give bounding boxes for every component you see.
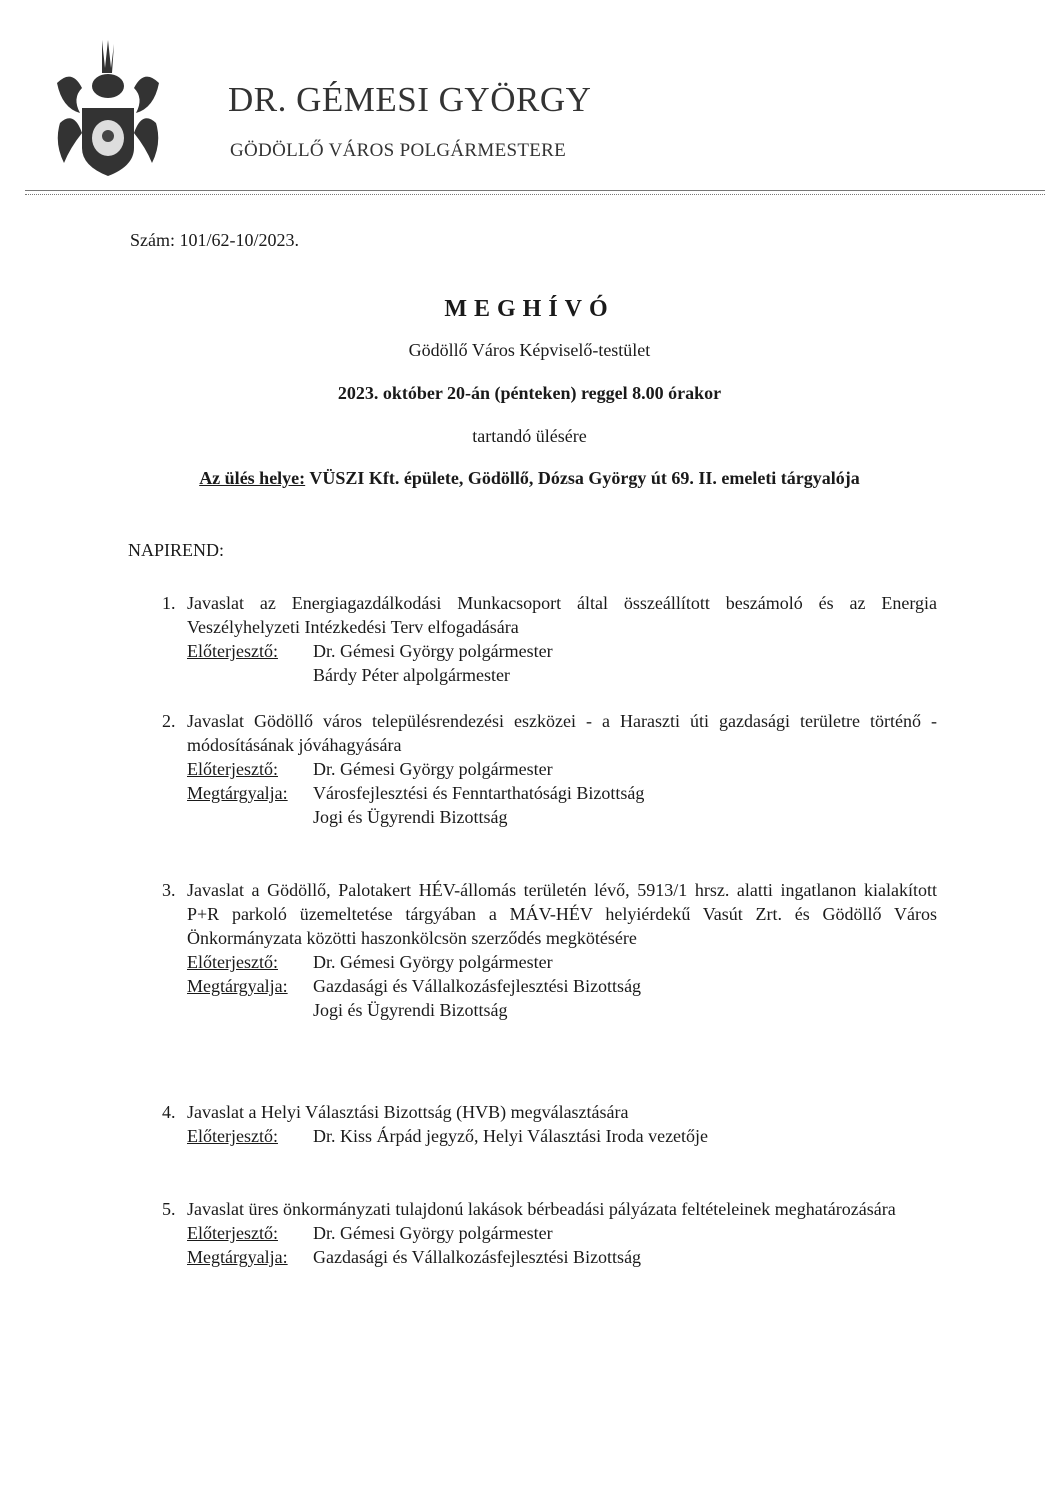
item-number: 1.	[162, 593, 176, 613]
reference-number: Szám: 101/62-10/2023.	[130, 230, 299, 250]
presenter: Dr. Gémesi György polgármester	[313, 759, 553, 779]
agenda-title: NAPIREND:	[128, 540, 225, 560]
item-number: 5.	[162, 1199, 176, 1219]
presenter: Dr. Gémesi György polgármester	[313, 641, 553, 661]
committee: Városfejlesztési és Fenntarthatósági Bizottság	[313, 783, 645, 803]
agenda-item	[162, 1100, 937, 1148]
committee: Gazdasági és Vállalkozásfejlesztési Bizottság	[313, 976, 642, 996]
agenda-item	[162, 878, 937, 1022]
meeting-datetime: 2023. október 20-án (pénteken) reggel 8.00 órakor	[337, 383, 722, 403]
agenda-item	[162, 591, 937, 687]
mayor-position: GÖDÖLLŐ VÁROS POLGÁRMESTERE	[230, 140, 567, 161]
mayor-name: DR. GÉMESI GYÖRGY	[228, 80, 592, 119]
presenter-label: Előterjesztő:	[187, 641, 278, 661]
document-heading: MEGHÍVÓ	[444, 296, 615, 322]
presenter-label: Előterjesztő:	[187, 1126, 278, 1146]
item-title: Javaslat Gödöllő város településrendezési eszközei - a Haraszti úti gazdasági területre történő - módosításának jóváhagyására	[187, 711, 937, 755]
item-number: 2.	[162, 711, 176, 731]
item-title: Javaslat a Helyi Választási Bizottság (HVB) megválasztására	[187, 1102, 629, 1122]
header-divider	[25, 194, 1045, 195]
presenter-label: Előterjesztő:	[187, 952, 278, 972]
committee-label: Megtárgyalja:	[187, 1247, 288, 1267]
presenter-label: Előterjesztő:	[187, 759, 278, 779]
agenda-item	[162, 709, 937, 829]
body-council: Gödöllő Város Képviselő-testület	[408, 340, 651, 360]
meeting-place	[0, 468, 1059, 489]
item-number: 3.	[162, 880, 176, 900]
header-divider	[25, 190, 1045, 191]
presenter: Dr. Kiss Árpád jegyző, Helyi Választási Iroda vezetője	[313, 1126, 709, 1146]
coat-of-arms-logo	[52, 38, 164, 178]
committee-label: Megtárgyalja:	[187, 783, 288, 803]
presenter: Dr. Gémesi György polgármester	[313, 952, 553, 972]
place-value: VÜSZI Kft. épülete, Gödöllő, Dózsa György út 69. II. emeleti tárgyalója	[305, 468, 860, 488]
committee: Jogi és Ügyrendi Bizottság	[313, 807, 508, 827]
item-number: 4.	[162, 1102, 176, 1122]
place-label: Az ülés helye:	[199, 468, 306, 488]
presenter: Bárdy Péter alpolgármester	[313, 665, 510, 685]
body-meeting: tartandó ülésére	[472, 426, 587, 446]
item-title: Javaslat a Gödöllő, Palotakert HÉV-állomás területén lévő, 5913/1 hrsz. alatti ingatlanon kialakított P+R parkoló üzemeltetése tárgyában a MÁV-HÉV helyiérdekű Vasút Zrt. és Gödöllő Város Önkormányzata közötti haszonkölcsön szerződés megkötésére	[187, 880, 937, 948]
presenter-label: Előterjesztő:	[187, 1223, 278, 1243]
committee-label: Megtárgyalja:	[187, 976, 288, 996]
item-title: Javaslat üres önkormányzati tulajdonú lakások bérbeadási pályázata feltételeinek meghatározására	[187, 1199, 896, 1219]
committee: Gazdasági és Vállalkozásfejlesztési Bizottság	[313, 1247, 642, 1267]
agenda-item	[162, 1197, 937, 1269]
item-title: Javaslat az Energiagazdálkodási Munkacsoport által összeállított beszámoló és az Energia Veszélyhelyzeti Intézkedési Terv elfogadására	[187, 593, 937, 637]
presenter: Dr. Gémesi György polgármester	[313, 1223, 553, 1243]
committee: Jogi és Ügyrendi Bizottság	[313, 1000, 508, 1020]
